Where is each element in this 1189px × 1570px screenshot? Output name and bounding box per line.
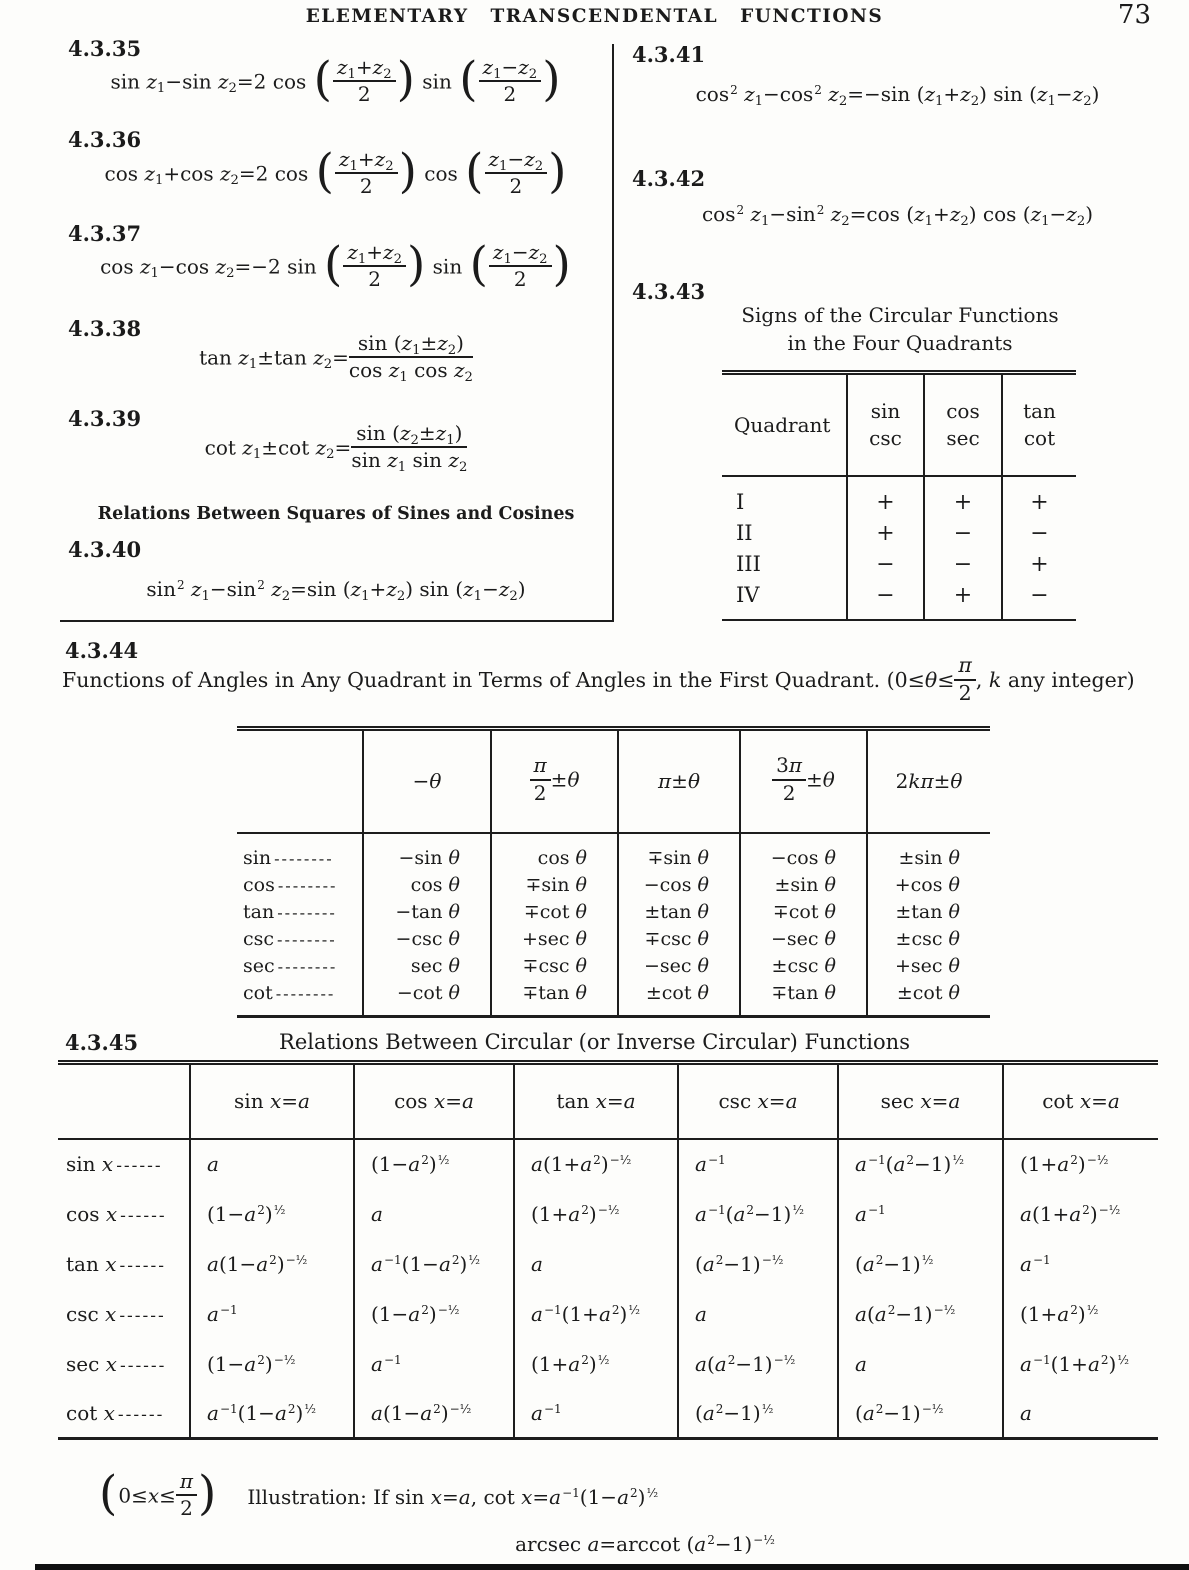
table-cell: $a(1+a^2)^{-\frac{1}{2}}$ [1003, 1189, 1158, 1239]
running-head-title: ELEMENTARY TRANSCENDENTAL FUNCTIONS [305, 6, 884, 27]
row-label-text: cos [243, 874, 275, 896]
table-cell: $a(1-a^2)^{-\frac{1}{2}}$ [190, 1239, 354, 1289]
table-cell: $a(1+a^2)^{-\frac{1}{2}}$ [514, 1139, 678, 1189]
section-number-4-3-38: 4.3.38 [68, 316, 142, 341]
table-cell: ±tan θ [618, 899, 740, 926]
sin-x-a-header: sin x=a [190, 1063, 354, 1139]
sign-value: + [876, 490, 895, 515]
table-cell: −tan θ [363, 899, 491, 926]
row-label [237, 872, 363, 899]
angles-table-heading: Functions of Angles in Any Quadrant in Terms of Angles in the First Quadrant. (0≤θ≤ $\frac{\pi}{2}$ , k any integer) [62, 653, 1135, 705]
squares-subheading: Relations Between Squares of Sines and Cosines [97, 504, 575, 524]
sign-value: − [953, 521, 973, 546]
empty-header-cell [58, 1063, 190, 1139]
table-row-cot [237, 980, 990, 1017]
column-divider-rule [612, 44, 614, 622]
leader-dashes: ------ [116, 1156, 163, 1176]
table-cell: $a^{-1}$ [838, 1189, 1003, 1239]
table-cell: ±tan θ [867, 899, 990, 926]
table-cell: ±sin θ [867, 833, 990, 872]
sign-value: + [876, 521, 895, 546]
table-cell: $(1+a^2)^{\frac{1}{2}}$ [1003, 1289, 1158, 1339]
table-cell: $(1-a^2)^{-\frac{1}{2}}$ [190, 1339, 354, 1389]
formula-4-3-37: $\cos z_1-\cos$ $z_2=-2$ sin ( $\frac{z_1+z_2}{2}$ ) sin ( $\frac{z_1-z_2}{2}$ ) [100, 236, 571, 292]
row-label [58, 1189, 190, 1239]
csc-x-a-header: csc x=a [678, 1063, 838, 1139]
formula-4-3-40: $\sin^2 z_1-\sin^2$ $z_2=\sin$ $(z_1+z_2)$ $\sin (z_1-z_2)$ [146, 577, 526, 604]
minus-theta-header: −θ [363, 729, 491, 833]
row-label [237, 833, 363, 872]
header-label: sec [946, 426, 980, 450]
leader-dashes: -------- [277, 876, 338, 895]
sec-x-a-header: sec x=a [838, 1063, 1003, 1139]
quadrant-table-title-line1: Signs of the Circular Functions [741, 303, 1059, 327]
header-label: cos [946, 399, 980, 423]
table-row-tan [237, 899, 990, 926]
row-label-text: cot [243, 981, 273, 1004]
row-label [58, 1239, 190, 1289]
table-cell: a [190, 1139, 354, 1189]
table-row-sin-x [58, 1139, 1158, 1189]
row-label-text: csc [243, 928, 275, 950]
quadrant-label: I [736, 490, 745, 514]
table-cell: $a^{-1}(1-a^2)^{\frac{1}{2}}$ [354, 1239, 514, 1289]
sign-value: − [1030, 521, 1049, 546]
row-label-text: tan [243, 901, 275, 923]
formula-4-3-36: $\cos z_1+\cos$ $z_2=2$ cos ( $\frac{z_1+z_2}{2}$ ) cos ( $\frac{z_1-z_2}{2}$ ) [104, 143, 567, 199]
relations-circular-functions-table [58, 1060, 1158, 1440]
quadrant-numerals-column [722, 477, 846, 619]
row-label-text: tan x [66, 1251, 117, 1276]
table-cell: a [514, 1239, 678, 1289]
leader-dashes: -------- [277, 957, 338, 976]
leader-dashes: ------ [120, 1205, 167, 1226]
table-cell: −cot θ [363, 980, 491, 1017]
table-cell: ±cot θ [618, 980, 740, 1017]
3pi-over-2-header: $\frac{3\pi}{2}$ ±θ [740, 729, 867, 833]
table-cell: ∓sin θ [491, 872, 618, 899]
leader-dashes: ------ [119, 1255, 166, 1276]
row-label-text: sin [243, 847, 272, 869]
table-cell: $(a^2-1)^{\frac{1}{2}}$ [838, 1239, 1003, 1289]
table-cell: $a^{-1}(a^2-1)^{\frac{1}{2}}$ [838, 1139, 1003, 1189]
section-number-4-3-35: 4.3.35 [68, 36, 142, 61]
header-label: cot [1023, 426, 1056, 450]
table-row-cos [237, 872, 990, 899]
pi-header: π±θ [618, 729, 740, 833]
quadrant-label: IV [736, 583, 760, 607]
sign-value: + [953, 583, 973, 608]
quadrant-table-title-line2: in the Four Quadrants [787, 331, 1013, 355]
page-number: 73 [1117, 0, 1151, 30]
row-label [237, 899, 363, 926]
table-cell: ∓tan θ [491, 980, 618, 1017]
table-cell: $a^{-1}(1-a^2)^{\frac{1}{2}}$ [190, 1389, 354, 1439]
table-cell: a [354, 1189, 514, 1239]
section-number-4-3-39: 4.3.39 [68, 406, 142, 431]
row-label-text: cos x [66, 1201, 118, 1226]
row-label-text: cot x [66, 1400, 115, 1425]
table-cell: $(1-a^2)^{\frac{1}{2}}$ [354, 1139, 514, 1189]
table-cell: +sec θ [867, 953, 990, 980]
relations-table-title: Relations Between Circular (or Inverse Circular) Functions [279, 1030, 910, 1054]
table-row-sec [237, 953, 990, 980]
table-cell: $(a^2-1)^{\frac{1}{2}}$ [678, 1389, 838, 1439]
quadrant-signs-table [722, 370, 1076, 621]
row-label [237, 953, 363, 980]
table-cell: $(1+a^2)^{-\frac{1}{2}}$ [1003, 1139, 1158, 1189]
tan-cot-signs-column [1001, 477, 1076, 619]
table-cell: $a^{-1}$ [678, 1139, 838, 1189]
2kpi-header: 2kπ±θ [867, 729, 990, 833]
quadrant-table-body [722, 477, 1076, 619]
quadrant-table-header-row [722, 375, 1076, 477]
table-cell: ∓cot θ [740, 899, 867, 926]
formula-4-3-41: $\cos^2 z_1-\cos^2$ $z_2=-\sin$ $(z_1+z_2)$ $\sin (z_1-z_2)$ [695, 82, 1100, 109]
row-label [58, 1139, 190, 1189]
relations-table-header-row [58, 1063, 1158, 1139]
table-row-csc-x [58, 1289, 1158, 1339]
table-row-sec-x [58, 1339, 1158, 1389]
leader-dashes: ------ [119, 1355, 167, 1376]
table-cell: $(1+a^2)^{-\frac{1}{2}}$ [514, 1189, 678, 1239]
leader-dashes: -------- [277, 903, 337, 922]
sign-value: + [1030, 552, 1049, 577]
scan-edge-artifact [35, 1564, 1189, 1570]
sign-value: − [876, 552, 895, 577]
table-cell: $a(1-a^2)^{-\frac{1}{2}}$ [354, 1389, 514, 1439]
table-cell: +cos θ [867, 872, 990, 899]
formula-4-3-39: $\cot z_1\pm\cot$ $z_2=$ $\frac{\sin (z_2\pm z_1)}{\sin z_1 \sin z_2}$ [204, 421, 468, 476]
domain-condition: (0≤x≤ $\frac{\pi}{2}$ ) [99, 1465, 217, 1521]
table-cell: ±sin θ [740, 872, 867, 899]
section-number-4-3-44: 4.3.44 [65, 638, 139, 663]
cos-x-a-header: cos x=a [354, 1063, 514, 1139]
sin-csc-signs-column [846, 477, 923, 619]
row-label-text: csc x [66, 1301, 117, 1326]
row-label [237, 926, 363, 953]
table-row-cot-x [58, 1389, 1158, 1439]
table-cell: a [838, 1339, 1003, 1389]
table-row-sin [237, 833, 990, 872]
quadrant-label: II [736, 521, 753, 545]
row-label [58, 1339, 190, 1389]
row-label-text: sec x [66, 1351, 117, 1376]
table-cell: $a^{-1}$ [1003, 1239, 1158, 1289]
row-label [58, 1289, 190, 1339]
row-label [237, 980, 363, 1017]
leader-dashes: -------- [274, 849, 334, 868]
table-cell: −csc θ [363, 926, 491, 953]
tan-cot-header-cell [1001, 375, 1076, 477]
table-cell: −sin θ [363, 833, 491, 872]
table-cell: −cos θ [740, 833, 867, 872]
table-cell: −cos θ [618, 872, 740, 899]
table-cell: −sec θ [618, 953, 740, 980]
illustration-line2: arcsec a=arccot $(a^2-1)^{-\frac{1}{2}}$ [515, 1532, 775, 1556]
table-cell: cos θ [363, 872, 491, 899]
table-cell: ∓csc θ [491, 953, 618, 980]
cot-x-a-header: cot x=a [1003, 1063, 1158, 1139]
row-label [58, 1389, 190, 1439]
angles-any-quadrant-table [237, 726, 990, 1018]
section-number-4-3-41: 4.3.41 [632, 42, 706, 67]
leader-dashes: -------- [277, 930, 337, 949]
sign-value: − [1030, 583, 1049, 608]
table-cell: ±cot θ [867, 980, 990, 1017]
table-cell: ±csc θ [867, 926, 990, 953]
table-row-cos-x [58, 1189, 1158, 1239]
table-cell: sec θ [363, 953, 491, 980]
sign-value: − [953, 552, 973, 577]
table-cell: ∓tan θ [740, 980, 867, 1017]
table-cell: ∓cot θ [491, 899, 618, 926]
header-label: tan [1023, 399, 1056, 423]
table-cell: $(1+a^2)^{\frac{1}{2}}$ [514, 1339, 678, 1389]
formula-4-3-35: $\sin z_1-\sin$ $z_2=2$ cos ( $\frac{z_1+z_2}{2}$ ) sin ( $\frac{z_1-z_2}{2}$ ) [110, 51, 561, 107]
section-number-4-3-37: 4.3.37 [68, 221, 142, 246]
table-cell: cos θ [491, 833, 618, 872]
table-cell: $a^{-1}$ [190, 1289, 354, 1339]
sin-csc-header-cell [846, 375, 923, 477]
sign-value: + [1030, 490, 1049, 515]
table-cell: $a^{-1}$ [354, 1339, 514, 1389]
leader-dashes: -------- [275, 983, 336, 1003]
sign-value: − [876, 583, 895, 608]
leader-dashes: ------ [119, 1305, 166, 1326]
section-number-4-3-36: 4.3.36 [68, 127, 142, 152]
section-number-4-3-40: 4.3.40 [68, 537, 142, 562]
table-cell: ∓sin θ [618, 833, 740, 872]
cos-sec-header-cell [923, 375, 1001, 477]
formula-4-3-38: $\tan z_1\pm\tan$ $z_2=$ $\frac{\sin (z_1\pm z_2)}{\cos z_1 \cos z_2}$ [199, 331, 473, 386]
table-cell: $a(a^2-1)^{-\frac{1}{2}}$ [678, 1339, 838, 1389]
table-cell: $(1-a^2)^{-\frac{1}{2}}$ [354, 1289, 514, 1339]
row-label-text: sin x [66, 1152, 114, 1176]
table-row-csc [237, 926, 990, 953]
table-cell: ∓csc θ [618, 926, 740, 953]
table-cell: −sec θ [740, 926, 867, 953]
table-cell: ±csc θ [740, 953, 867, 980]
formula-4-3-42: $\cos^2 z_1-\sin^2$ $z_2=\cos$ $(z_1+z_2)$ $\cos (z_1-z_2)$ [701, 202, 1094, 229]
pi-over-2-header: $\frac{\pi}{2}$ ±θ [491, 729, 618, 833]
table-cell: a [1003, 1389, 1158, 1439]
table-cell: $a^{-1}$ [514, 1389, 678, 1439]
table-cell: $a^{-1}(1+a^2)^{\frac{1}{2}}$ [514, 1289, 678, 1339]
table-cell: $a(a^2-1)^{-\frac{1}{2}}$ [838, 1289, 1003, 1339]
table-cell: $(a^2-1)^{-\frac{1}{2}}$ [838, 1389, 1003, 1439]
header-label: csc [869, 426, 902, 450]
section-number-4-3-43: 4.3.43 [632, 279, 706, 304]
tan-x-a-header: tan x=a [514, 1063, 678, 1139]
angles-table-header-row [237, 729, 990, 833]
quadrant-header-cell: Quadrant [722, 375, 846, 477]
table-cell: $(1-a^2)^{\frac{1}{2}}$ [190, 1189, 354, 1239]
table-row-tan-x [58, 1239, 1158, 1289]
illustration-text: Illustration: If sin x=a, $\cot x=a^{-1}(1-a^2)^{\frac{1}{2}}$ [247, 1484, 659, 1509]
footer-illustration-row [98, 1465, 659, 1522]
row-label-text: sec [243, 955, 275, 977]
section-number-4-3-45: 4.3.45 [65, 1030, 139, 1055]
table-cell: +sec θ [491, 926, 618, 953]
quadrant-label: III [736, 552, 761, 576]
leader-dashes: ------ [117, 1404, 165, 1425]
table-cell: $(a^2-1)^{-\frac{1}{2}}$ [678, 1239, 838, 1289]
sign-value: + [953, 490, 973, 515]
cos-sec-signs-column [923, 477, 1001, 619]
table-cell: $a^{-1}(a^2-1)^{\frac{1}{2}}$ [678, 1189, 838, 1239]
table-cell: $a^{-1}(1+a^2)^{\frac{1}{2}}$ [1003, 1339, 1158, 1389]
left-column-bottom-rule [60, 620, 612, 622]
table-cell: a [678, 1289, 838, 1339]
section-number-4-3-42: 4.3.42 [632, 166, 706, 191]
empty-header-cell [237, 729, 363, 833]
header-label: sin [870, 399, 901, 423]
